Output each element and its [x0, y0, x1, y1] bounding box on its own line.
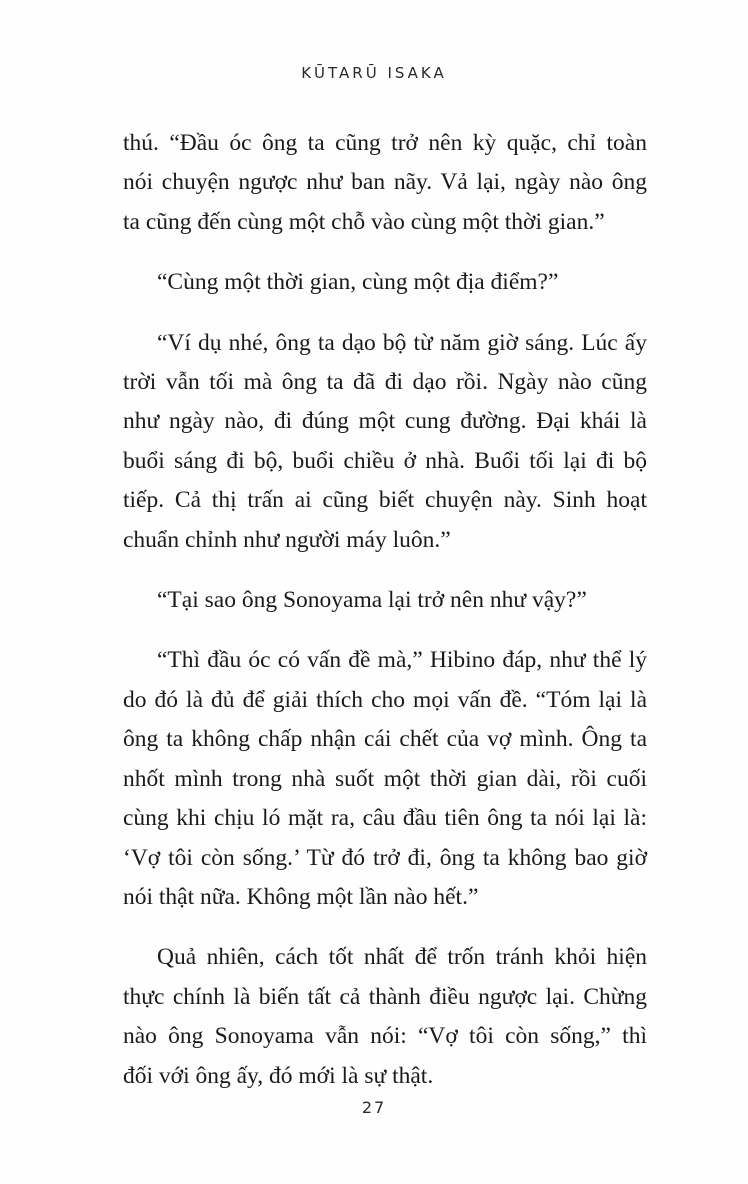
text-line: nhốt mình trong nhà suốt một thời gian dài, rồi cuối: [123, 765, 647, 792]
text-line: nói chuyện ngược như ban nãy. Vả lại, ngày nào ông: [123, 169, 647, 196]
text-line: “Tại sao ông Sonoyama lại trở nên như vậy?”: [157, 587, 587, 614]
text-line: chuẩn chỉnh như người máy luôn.”: [123, 526, 451, 553]
text-line: do đó là đủ để giải thích cho mọi vấn đề. “Tóm lại là: [123, 686, 647, 713]
body-text: [123, 124, 647, 1117]
text-line: nói thật nữa. Không một lần nào hết.”: [123, 883, 479, 910]
paragraph-3: [123, 324, 647, 560]
text-line: thực chính là biến tất cả thành điều ngược lại. Chừng: [123, 983, 647, 1010]
paragraph-1: [123, 124, 647, 242]
paragraph-2: [123, 263, 647, 302]
paragraph-4: [123, 581, 647, 620]
page-number: 27: [361, 1098, 387, 1117]
running-header-author: KŪTARŪ ISAKA: [301, 64, 447, 82]
paragraph-5: [123, 641, 647, 917]
text-line: tiếp. Cả thị trấn ai cũng biết chuyện này. Sinh hoạt: [123, 487, 647, 514]
text-line: “Cùng một thời gian, cùng một địa điểm?”: [157, 269, 559, 296]
text-line: ông ta không chấp nhận cái chết của vợ mình. Ông ta: [123, 726, 647, 753]
text-line: như ngày nào, đi đúng một cung đường. Đại khái là: [123, 408, 647, 435]
text-line: Quả nhiên, cách tốt nhất để trốn tránh khỏi hiện: [157, 944, 647, 971]
text-line: “Thì đầu óc có vấn đề mà,” Hibino đáp, như thể lý: [157, 647, 647, 674]
text-line: buổi sáng đi bộ, buổi chiều ở nhà. Buổi tối lại đi bộ: [123, 447, 647, 474]
text-line: nào ông Sonoyama vẫn nói: “Vợ tôi còn sống,” thì: [123, 1023, 647, 1050]
text-line: trời vẫn tối mà ông ta đã đi dạo rồi. Ngày nào cũng: [123, 369, 647, 396]
text-line: ‘Vợ tôi còn sống.’ Từ đó trở đi, ông ta không bao giờ: [123, 844, 647, 871]
text-line: ta cũng đến cùng một chỗ vào cùng một thời gian.”: [123, 208, 605, 235]
text-line: thú. “Đầu óc ông ta cũng trở nên kỳ quặc, chỉ toàn: [123, 130, 647, 156]
paragraph-6: [123, 938, 647, 1096]
text-line: đối với ông ấy, đó mới là sự thật.: [123, 1062, 434, 1089]
text-line: cùng khi chịu ló mặt ra, câu đầu tiên ông ta nói lại là:: [123, 805, 647, 832]
text-line: “Ví dụ nhé, ông ta dạo bộ từ năm giờ sáng. Lúc ấy: [157, 329, 647, 356]
